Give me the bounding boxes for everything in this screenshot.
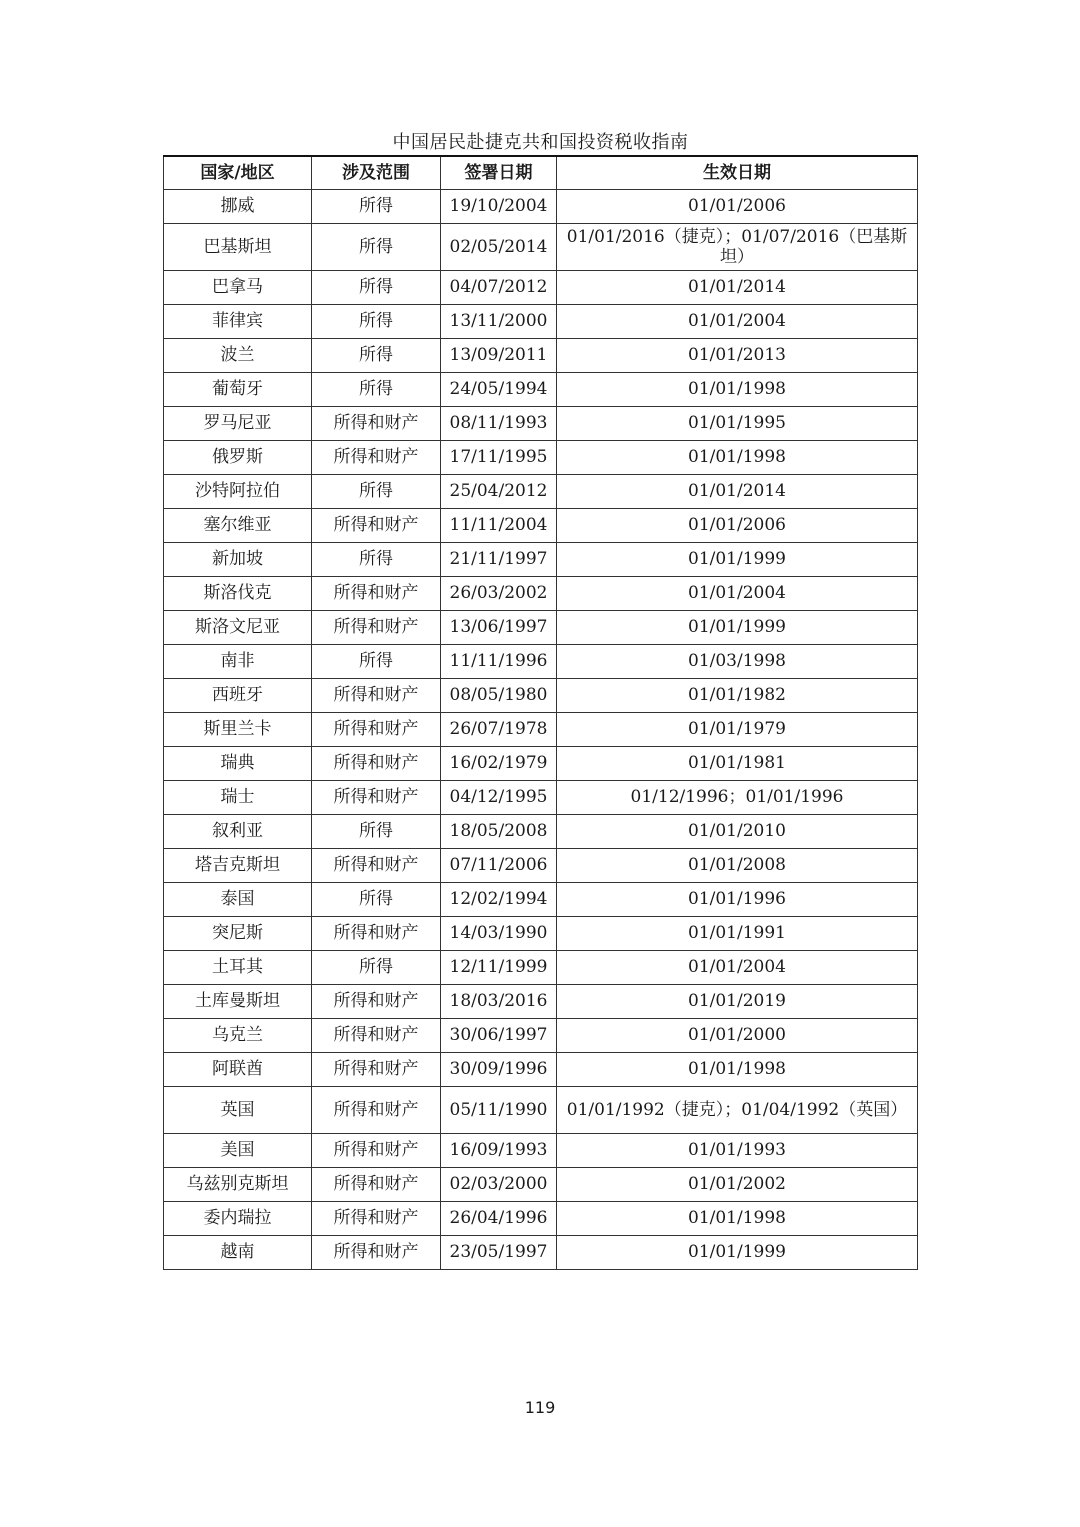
cell-scope: 所得和财产 bbox=[312, 780, 441, 814]
table-row bbox=[164, 950, 918, 984]
cell-scope: 所得 bbox=[312, 372, 441, 406]
cell-signed-date: 12/11/1999 bbox=[441, 950, 557, 984]
cell-country: 叙利亚 bbox=[164, 814, 312, 848]
cell-scope: 所得和财产 bbox=[312, 746, 441, 780]
cell-signed-date: 26/04/1996 bbox=[441, 1201, 557, 1235]
cell-country: 突尼斯 bbox=[164, 916, 312, 950]
cell-country: 瑞典 bbox=[164, 746, 312, 780]
cell-effective-date: 01/01/1998 bbox=[557, 1201, 918, 1235]
cell-scope: 所得和财产 bbox=[312, 1133, 441, 1167]
cell-country: 俄罗斯 bbox=[164, 440, 312, 474]
cell-effective-date: 01/12/1996；01/01/1996 bbox=[557, 780, 918, 814]
cell-country: 越南 bbox=[164, 1235, 312, 1269]
table-body bbox=[164, 189, 918, 1269]
cell-signed-date: 23/05/1997 bbox=[441, 1235, 557, 1269]
cell-country: 委内瑞拉 bbox=[164, 1201, 312, 1235]
cell-scope: 所得和财产 bbox=[312, 610, 441, 644]
cell-signed-date: 07/11/2006 bbox=[441, 848, 557, 882]
cell-country: 瑞士 bbox=[164, 780, 312, 814]
cell-signed-date: 16/09/1993 bbox=[441, 1133, 557, 1167]
cell-signed-date: 18/03/2016 bbox=[441, 984, 557, 1018]
cell-signed-date: 12/02/1994 bbox=[441, 882, 557, 916]
table-row bbox=[164, 882, 918, 916]
cell-effective-date: 01/01/1999 bbox=[557, 1235, 918, 1269]
cell-signed-date: 02/05/2014 bbox=[441, 223, 557, 270]
table-row bbox=[164, 984, 918, 1018]
cell-country: 葡萄牙 bbox=[164, 372, 312, 406]
cell-scope: 所得和财产 bbox=[312, 576, 441, 610]
cell-signed-date: 21/11/1997 bbox=[441, 542, 557, 576]
cell-effective-date: 01/01/1998 bbox=[557, 440, 918, 474]
cell-country: 塞尔维亚 bbox=[164, 508, 312, 542]
table-row bbox=[164, 406, 918, 440]
cell-effective-date: 01/01/2010 bbox=[557, 814, 918, 848]
table-row bbox=[164, 610, 918, 644]
cell-country: 美国 bbox=[164, 1133, 312, 1167]
table-row bbox=[164, 440, 918, 474]
cell-effective-date: 01/01/2004 bbox=[557, 950, 918, 984]
table-row bbox=[164, 508, 918, 542]
cell-signed-date: 11/11/2004 bbox=[441, 508, 557, 542]
cell-effective-date: 01/01/1992（捷克）；01/04/1992（英国） bbox=[557, 1086, 918, 1133]
cell-effective-date: 01/01/1979 bbox=[557, 712, 918, 746]
table-row bbox=[164, 780, 918, 814]
cell-effective-date: 01/01/1981 bbox=[557, 746, 918, 780]
cell-effective-date: 01/01/2006 bbox=[557, 508, 918, 542]
table-row bbox=[164, 1018, 918, 1052]
cell-effective-date: 01/01/2016（捷克）；01/07/2016（巴基斯坦） bbox=[557, 223, 918, 270]
cell-scope: 所得和财产 bbox=[312, 1167, 441, 1201]
cell-country: 泰国 bbox=[164, 882, 312, 916]
cell-signed-date: 04/12/1995 bbox=[441, 780, 557, 814]
cell-signed-date: 16/02/1979 bbox=[441, 746, 557, 780]
cell-effective-date: 01/01/2000 bbox=[557, 1018, 918, 1052]
table-row bbox=[164, 814, 918, 848]
cell-country: 南非 bbox=[164, 644, 312, 678]
cell-scope: 所得和财产 bbox=[312, 406, 441, 440]
cell-signed-date: 25/04/2012 bbox=[441, 474, 557, 508]
table-header bbox=[164, 156, 918, 189]
cell-scope: 所得和财产 bbox=[312, 440, 441, 474]
cell-signed-date: 13/09/2011 bbox=[441, 338, 557, 372]
cell-signed-date: 13/06/1997 bbox=[441, 610, 557, 644]
cell-effective-date: 01/01/1998 bbox=[557, 1052, 918, 1086]
cell-scope: 所得 bbox=[312, 474, 441, 508]
cell-scope: 所得和财产 bbox=[312, 984, 441, 1018]
table-row bbox=[164, 372, 918, 406]
cell-effective-date: 01/01/2002 bbox=[557, 1167, 918, 1201]
page-header-title: 中国居民赴捷克共和国投资税收指南 bbox=[392, 132, 689, 153]
cell-effective-date: 01/01/1999 bbox=[557, 542, 918, 576]
cell-scope: 所得和财产 bbox=[312, 1201, 441, 1235]
cell-effective-date: 01/01/2013 bbox=[557, 338, 918, 372]
cell-scope: 所得和财产 bbox=[312, 848, 441, 882]
cell-scope: 所得 bbox=[312, 882, 441, 916]
cell-country: 菲律宾 bbox=[164, 304, 312, 338]
cell-scope: 所得 bbox=[312, 814, 441, 848]
cell-signed-date: 26/03/2002 bbox=[441, 576, 557, 610]
cell-scope: 所得 bbox=[312, 338, 441, 372]
cell-country: 乌克兰 bbox=[164, 1018, 312, 1052]
cell-scope: 所得和财产 bbox=[312, 1235, 441, 1269]
cell-scope: 所得 bbox=[312, 270, 441, 304]
table-row bbox=[164, 189, 918, 223]
cell-scope: 所得 bbox=[312, 223, 441, 270]
table-row bbox=[164, 1086, 918, 1133]
cell-effective-date: 01/01/2006 bbox=[557, 189, 918, 223]
cell-signed-date: 05/11/1990 bbox=[441, 1086, 557, 1133]
cell-country: 沙特阿拉伯 bbox=[164, 474, 312, 508]
cell-country: 巴拿马 bbox=[164, 270, 312, 304]
cell-country: 挪威 bbox=[164, 189, 312, 223]
cell-effective-date: 01/01/2019 bbox=[557, 984, 918, 1018]
cell-signed-date: 26/07/1978 bbox=[441, 712, 557, 746]
cell-country: 波兰 bbox=[164, 338, 312, 372]
cell-scope: 所得和财产 bbox=[312, 1018, 441, 1052]
cell-scope: 所得 bbox=[312, 950, 441, 984]
cell-signed-date: 30/06/1997 bbox=[441, 1018, 557, 1052]
cell-scope: 所得和财产 bbox=[312, 1086, 441, 1133]
cell-effective-date: 01/01/1998 bbox=[557, 372, 918, 406]
cell-signed-date: 02/03/2000 bbox=[441, 1167, 557, 1201]
table-row bbox=[164, 338, 918, 372]
cell-country: 土库曼斯坦 bbox=[164, 984, 312, 1018]
table-row bbox=[164, 270, 918, 304]
cell-effective-date: 01/01/1995 bbox=[557, 406, 918, 440]
page-number: 119 bbox=[524, 1398, 556, 1417]
cell-scope: 所得 bbox=[312, 304, 441, 338]
column-header-country: 国家/地区 bbox=[164, 156, 312, 189]
cell-signed-date: 19/10/2004 bbox=[441, 189, 557, 223]
cell-country: 新加坡 bbox=[164, 542, 312, 576]
cell-scope: 所得 bbox=[312, 542, 441, 576]
cell-effective-date: 01/01/1991 bbox=[557, 916, 918, 950]
cell-country: 阿联酋 bbox=[164, 1052, 312, 1086]
table-header-row bbox=[164, 156, 918, 189]
cell-country: 巴基斯坦 bbox=[164, 223, 312, 270]
cell-scope: 所得和财产 bbox=[312, 1052, 441, 1086]
table-row bbox=[164, 916, 918, 950]
table-row bbox=[164, 1133, 918, 1167]
cell-country: 西班牙 bbox=[164, 678, 312, 712]
column-header-signed-date: 签署日期 bbox=[441, 156, 557, 189]
table-row bbox=[164, 746, 918, 780]
cell-signed-date: 18/05/2008 bbox=[441, 814, 557, 848]
cell-scope: 所得和财产 bbox=[312, 712, 441, 746]
cell-country: 土耳其 bbox=[164, 950, 312, 984]
cell-effective-date: 01/01/2008 bbox=[557, 848, 918, 882]
cell-country: 乌兹别克斯坦 bbox=[164, 1167, 312, 1201]
table-row bbox=[164, 223, 918, 270]
table-row bbox=[164, 542, 918, 576]
cell-signed-date: 04/07/2012 bbox=[441, 270, 557, 304]
cell-effective-date: 01/01/2004 bbox=[557, 576, 918, 610]
table-row bbox=[164, 678, 918, 712]
cell-signed-date: 14/03/1990 bbox=[441, 916, 557, 950]
cell-signed-date: 17/11/1995 bbox=[441, 440, 557, 474]
cell-scope: 所得和财产 bbox=[312, 678, 441, 712]
cell-signed-date: 24/05/1994 bbox=[441, 372, 557, 406]
cell-scope: 所得和财产 bbox=[312, 508, 441, 542]
cell-effective-date: 01/01/1982 bbox=[557, 678, 918, 712]
table-row bbox=[164, 474, 918, 508]
cell-effective-date: 01/03/1998 bbox=[557, 644, 918, 678]
cell-country: 斯里兰卡 bbox=[164, 712, 312, 746]
cell-effective-date: 01/01/2004 bbox=[557, 304, 918, 338]
cell-effective-date: 01/01/1996 bbox=[557, 882, 918, 916]
cell-country: 斯洛伐克 bbox=[164, 576, 312, 610]
column-header-scope: 涉及范围 bbox=[312, 156, 441, 189]
cell-signed-date: 08/05/1980 bbox=[441, 678, 557, 712]
cell-signed-date: 08/11/1993 bbox=[441, 406, 557, 440]
cell-effective-date: 01/01/1999 bbox=[557, 610, 918, 644]
cell-country: 斯洛文尼亚 bbox=[164, 610, 312, 644]
treaty-table bbox=[163, 155, 918, 1270]
cell-country: 塔吉克斯坦 bbox=[164, 848, 312, 882]
cell-country: 英国 bbox=[164, 1086, 312, 1133]
table-row bbox=[164, 644, 918, 678]
cell-signed-date: 13/11/2000 bbox=[441, 304, 557, 338]
column-header-effective-date: 生效日期 bbox=[557, 156, 918, 189]
cell-scope: 所得和财产 bbox=[312, 916, 441, 950]
cell-effective-date: 01/01/1993 bbox=[557, 1133, 918, 1167]
cell-country: 罗马尼亚 bbox=[164, 406, 312, 440]
table-row bbox=[164, 712, 918, 746]
cell-effective-date: 01/01/2014 bbox=[557, 270, 918, 304]
table-row bbox=[164, 1052, 918, 1086]
table-row bbox=[164, 1235, 918, 1269]
table-row bbox=[164, 576, 918, 610]
cell-scope: 所得 bbox=[312, 644, 441, 678]
cell-effective-date: 01/01/2014 bbox=[557, 474, 918, 508]
table-row bbox=[164, 1167, 918, 1201]
table-row bbox=[164, 1201, 918, 1235]
table-row bbox=[164, 848, 918, 882]
cell-signed-date: 11/11/1996 bbox=[441, 644, 557, 678]
cell-signed-date: 30/09/1996 bbox=[441, 1052, 557, 1086]
cell-scope: 所得 bbox=[312, 189, 441, 223]
table-row bbox=[164, 304, 918, 338]
